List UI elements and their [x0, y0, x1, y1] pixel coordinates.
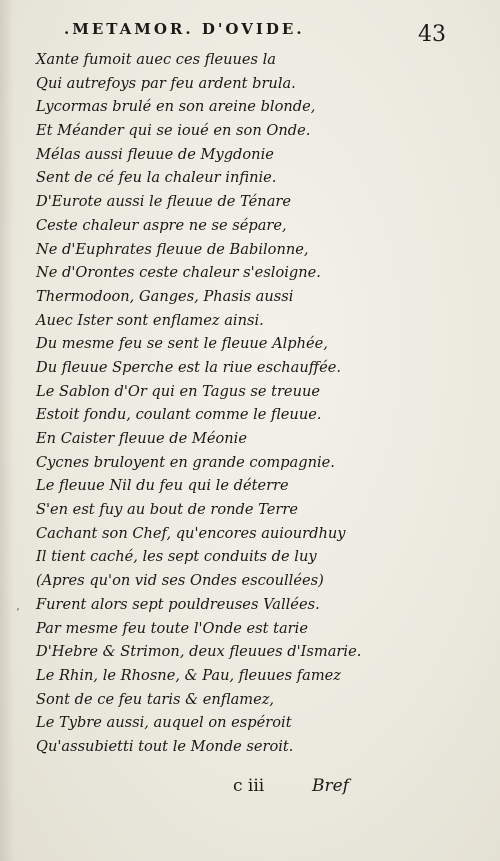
verse-line: Sont de ce feu taris & enflamez,: [36, 690, 275, 708]
verse-line: Ceste chaleur aspre ne se sépare,: [36, 216, 287, 234]
signature-mark: c iii: [233, 776, 265, 796]
verse-line: Lycormas brulé en son areine blonde,: [36, 98, 316, 116]
verse-line: Thermodoon, Ganges, Phasis aussi: [36, 287, 294, 305]
verse-block: [36, 48, 362, 759]
verse-line: Cachant son Chef, qu'encores auiourdhuy: [36, 524, 346, 542]
verse-line: Ne d'Orontes ceste chaleur s'esloigne.: [36, 264, 321, 282]
verse-line: Le Sablon d'Or qui en Tagus se treuue: [36, 382, 321, 400]
verse-line: Il tient caché, les sept conduits de luy: [36, 548, 317, 566]
verse-line: Estoit fondu, coulant comme le fleuue.: [36, 406, 322, 424]
verse-line: Le Rhin, le Rhosne, & Pau, fleuues famez: [36, 666, 341, 684]
verse-line: Auec Ister sont enflamez ainsi.: [36, 311, 264, 329]
verse-line: Xante fumoit auec ces fleuues la: [36, 51, 277, 68]
verse-line: S'en est fuy au bout de ronde Terre: [36, 501, 298, 519]
verse-line: D'Eurote aussi le fleuue de Ténare: [36, 193, 292, 211]
verse-line: Et Méander qui se ioué en son Onde.: [36, 122, 311, 140]
verse-line: Ne d'Euphrates fleuue de Babilonne,: [36, 240, 309, 258]
catchword: Bref: [312, 776, 349, 796]
verse-line: Par mesme feu toute l'Onde est tarie: [36, 619, 308, 637]
verse-line: Mélas aussi fleuue de Mygdonie: [36, 145, 274, 163]
verse-line: Furent alors sept pouldreuses Vallées.: [36, 595, 320, 613]
margin-mark: ‘: [16, 606, 20, 619]
verse-line: Cycnes bruloyent en grande compagnie.: [36, 453, 335, 471]
verse-line: En Caister fleuue de Méonie: [36, 430, 247, 447]
verse-line: Qui autrefoys par feu ardent brula.: [36, 74, 296, 92]
verse-line: D'Hebre & Strimon, deux fleuues d'Ismarie.: [36, 643, 362, 661]
verse-line: Le Tybre aussi, auquel on espéroit: [36, 714, 292, 732]
verse-line: (Apres qu'on vid ses Ondes escoullées): [36, 572, 324, 590]
verse-line: Qu'assubietti tout le Monde seroit.: [36, 737, 294, 755]
page-number: 43: [418, 22, 446, 47]
verse-line: Du fleuue Sperche est la riue eschauffée.: [36, 358, 341, 376]
running-head: .METAMOR. D'OVIDE.: [64, 20, 305, 38]
gutter-shadow: [0, 0, 14, 861]
verse-line: Du mesme feu se sent le fleuue Alphée,: [36, 335, 328, 353]
verse-line: Sent de cé feu la chaleur infinie.: [36, 169, 277, 187]
verse-line: Le fleuue Nil du feu qui le déterre: [36, 477, 289, 495]
